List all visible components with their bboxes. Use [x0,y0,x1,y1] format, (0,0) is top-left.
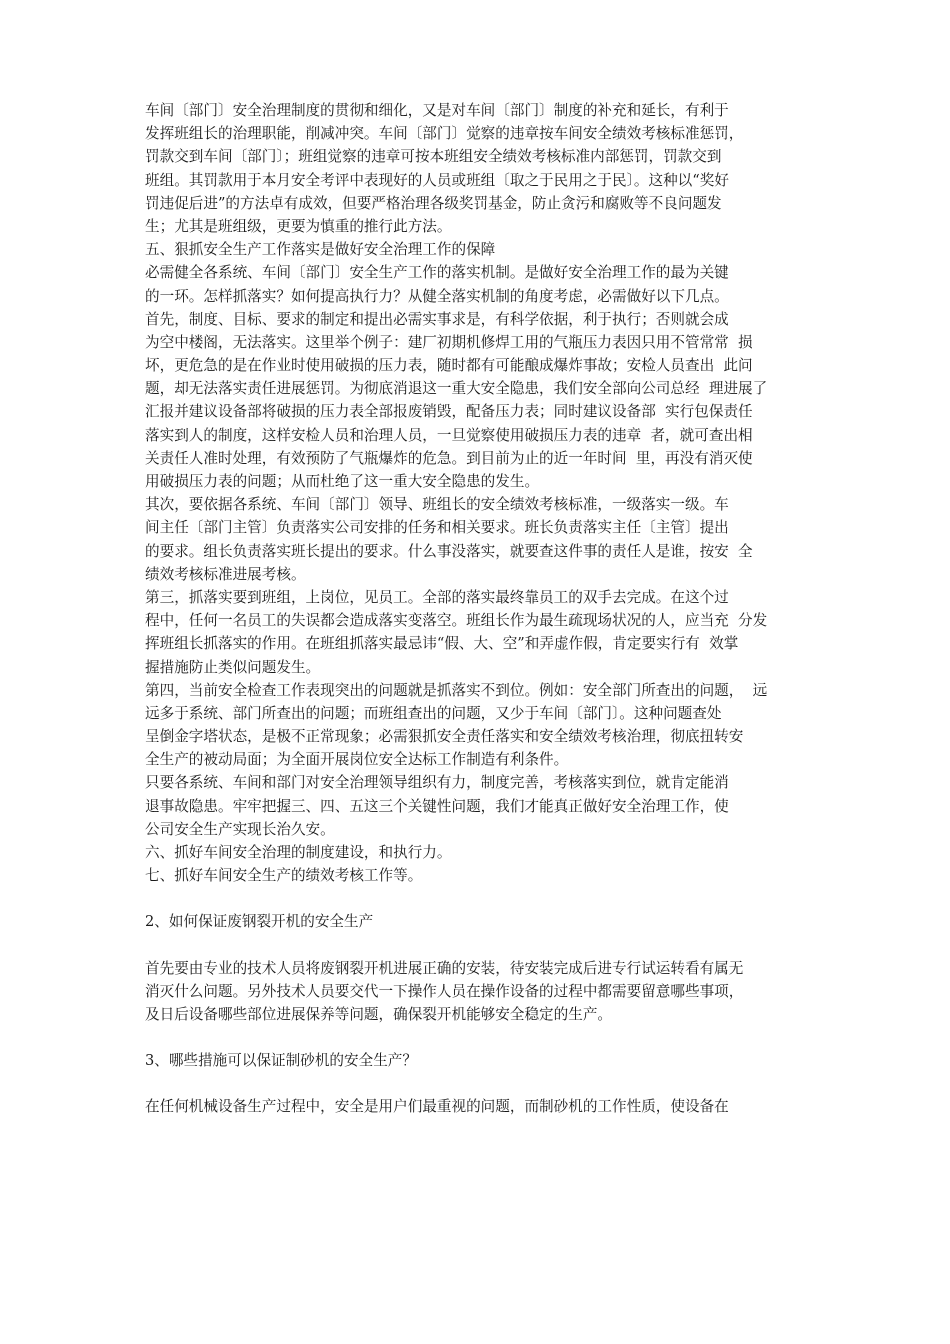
text-line: 程中，任何一名员工的失误都会造成落实变落空。班组长作为最生疏现场状况的人，应当充 分发 [145,612,768,630]
text-line: 落实到人的制度，这样安检人员和治理人员，一旦觉察使用破损压力表的违章 者，就可查出相 [145,426,753,444]
paragraph-gap [145,1072,825,1095]
paragraph-gap [145,934,825,957]
text-line: 六、抓好车间安全治理的制度建设，和执行力。 [145,844,452,861]
text-line: 罚款交到车间〔部门〕；班组觉察的违章可按本班组安全绩效考核标准内部惩罚，罚款交到 [145,148,722,166]
text-line: 生；尤其是班组级，更要为慎重的推行此方法。 [145,217,452,235]
text-line: 退事故隐患。牢牢把握三、四、五这三个关键性问题，我们才能真正做好安全治理工作，使 [145,797,729,815]
paragraph-gap [145,1026,825,1049]
text-line: 间主任〔部门主管〕负责落实公司安排的任务和相关要求。班长负责落实主任〔主管〕提出 [145,519,729,537]
answer-2-block [145,957,825,1027]
question-2-heading: 2、如何保证废钢裂开机的安全生产 [145,913,374,931]
text-line: 消灭什么问题。另外技术人员要交代一下操作人员在操作设备的过程中都需要留意哪些事项， [145,982,744,1000]
text-line: 只要各系统、车间和部门对安全治理领导组织有力，制度完善，考核落实到位，就肯定能消 [145,774,729,792]
text-line: 必需健全各系统、车间〔部门〕安全生产工作的落实机制。是做好安全治理工作的最为关键 [145,264,729,282]
text-line: 挥班组长抓落实的作用。在班组抓落实最忌讳“假、大、空”和弄虚作假，肯定要实行有 效掌 [145,635,739,653]
answer-3-block [145,1095,825,1118]
text-line: 呈倒金字塔状态，是极不正常现象；必需狠抓安全责任落实和安全绩效考核治理，彻底扭转安 [145,728,744,746]
text-line: 罚违促后进”的方法卓有成效，但要严格治理各级奖罚基金，防止贪污和腐败等不良问题发 [145,194,722,212]
text-line: 七、抓好车间安全生产的绩效考核工作等。 [145,867,423,885]
text-line: 首先，制度、目标、要求的制定和提出必需实事求是，有科学依据，利于执行；否则就会成 [145,310,729,328]
text-line: 的要求。组长负责落实班长提出的要求。什么事没落实，就要查这件事的责任人是谁，按安 全 [145,542,753,560]
text-line: 坏，更危急的是在作业时使用破损的压力表，随时都有可能酿成爆炸事故；安检人员查出 此问 [145,357,753,375]
question-3-heading: 3、哪些措施可以保证制砂机的安全生产？ [145,1052,417,1070]
text-line: 题，却无法落实责任进展惩罚。为彻底消退这一重大安全隐患，我们安全部向公司总经 理进展了 [145,380,768,398]
text-line: 汇报并建议设备部将破损的压力表全部报废销毁，配备压力表；同时建议设备部 实行包保责任 [145,403,753,421]
text-line: 第三，抓落实要到班组，上岗位，见员工。全部的落实最终靠员工的双手去完成。在这个过 [145,588,729,606]
text-line: 其次，要依据各系统、车间〔部门〕领导、班组长的安全绩效考核标准，一级落实一级。车 [145,496,729,514]
text-line: 的一环。怎样抓落实？如何提高执行力？从健全落实机制的角度考虑，必需做好以下几点。 [145,287,729,305]
text-line: 握措施防止类似问题发生。 [145,658,321,676]
body-text-block [145,99,825,887]
text-line: 车间〔部门〕安全治理制度的贯彻和细化，又是对车间〔部门〕制度的补充和延长，有利于 [145,102,729,119]
text-line: 首先要由专业的技术人员将废钢裂开机进展正确的安装，待安装完成后进专行试运转看有属无 [145,959,744,977]
text-line: 远多于系统、部门所查出的问题；而班组查出的问题，又少于车间〔部门〕。这种问题查处 [145,704,722,722]
text-line: 在任何机械设备生产过程中，安全是用户们最重视的问题，而制砂机的工作性质，使设备在 [145,1098,729,1116]
text-line: 为空中楼阁，无法落实。这里举个例子：建厂初期机修焊工用的气瓶压力表因只用不管常常 损 [145,333,753,351]
text-line: 公司安全生产实现长治久安。 [145,820,335,838]
text-line: 绩效考核标准进展考核。 [145,565,306,583]
text-line: 全生产的被动局面；为全面开展岗位安全达标工作制造有利条件。 [145,751,569,769]
text-line: 发挥班组长的治理职能，削减冲突。车间〔部门〕觉察的违章按车间安全绩效考核标准惩罚， [145,125,744,143]
text-line: 用破损压力表的问题；从而杜绝了这一重大安全隐患的发生。 [145,473,540,490]
text-line: 班组。其罚款用于本月安全考评中表现好的人员或班组〔取之于民用之于民〕。这种以“奖好 [145,171,729,189]
text-line: 关责任人准时处理，有效预防了气瓶爆炸的危急。到目前为止的近一年时间 里，再没有消灭使 [145,449,753,467]
document-page [145,99,825,1119]
text-line: 及日后设备哪些部位进展保养等问题，确保裂开机能够安全稳定的生产。 [145,1005,613,1023]
text-line: 第四，当前安全检查工作表现突出的问题就是抓落实不到位。例如：安全部门所查出的问题， 远 [145,681,768,699]
text-line: 五、狠抓安全生产工作落实是做好安全治理工作的保障 [145,241,496,259]
paragraph-gap [145,887,825,910]
